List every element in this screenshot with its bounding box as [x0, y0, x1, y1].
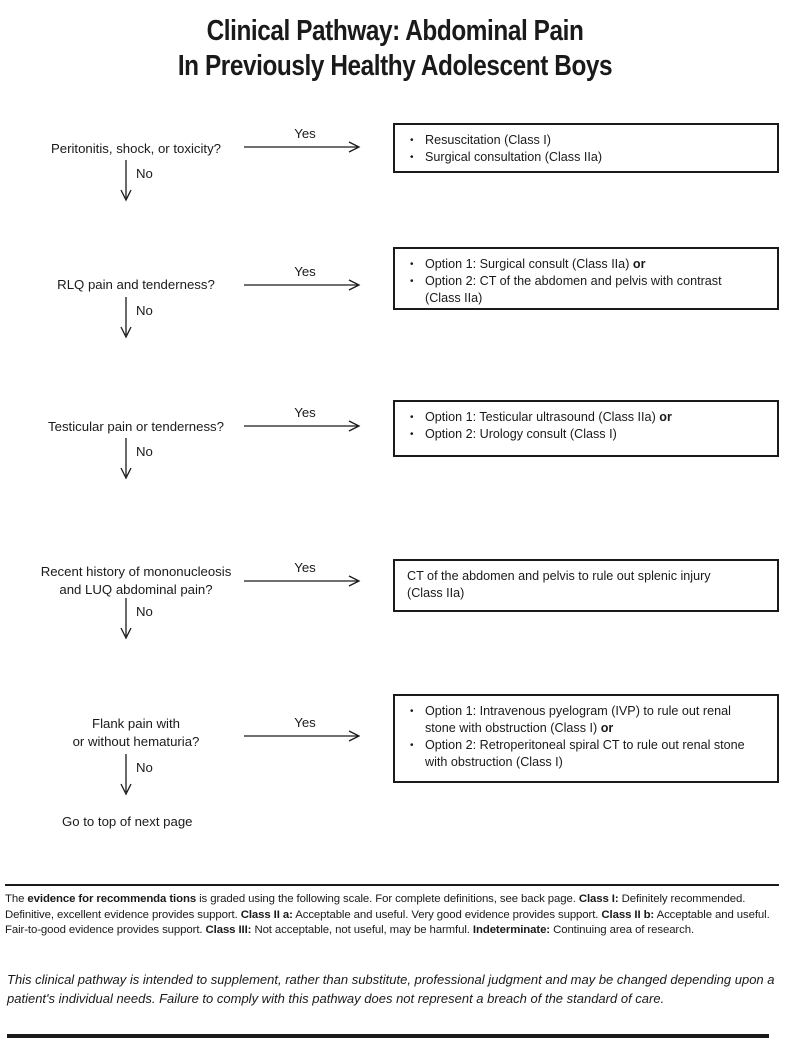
- recommendation-list: [407, 703, 769, 771]
- recommendation-text: CT of the abdomen and pelvis to rule out splenic injury (Class IIa): [407, 569, 711, 600]
- yes-label: Yes: [294, 126, 316, 141]
- page-title-line1: Clinical Pathway: Abdominal Pain: [206, 15, 584, 47]
- recommendation-item: • Option 1: Surgical consult (Class IIa) or: [407, 256, 769, 273]
- yes-arrow-right-icon: [244, 279, 366, 291]
- no-arrow-down-icon: [120, 754, 132, 796]
- recommendation-item: • Option 2: Retroperitoneal spiral CT to rule out renal stone with obstruction (Class I): [407, 737, 769, 771]
- yes-arrow-right-icon: [244, 730, 366, 742]
- no-arrow-down-icon: [120, 438, 132, 480]
- decision-question-rlq: [10, 276, 262, 294]
- page-title: [63, 14, 727, 84]
- goto-next-page-note: Go to top of next page: [62, 814, 193, 829]
- yes-label: Yes: [294, 405, 316, 420]
- recommendation-box-mononucleosis: [393, 559, 779, 612]
- page-title-line2: In Previously Healthy Adolescent Boys: [177, 50, 613, 82]
- question-line: Recent history of mononucleosis: [40, 564, 232, 579]
- recommendation-list: [407, 409, 769, 443]
- recommendation-box-rlq: [393, 247, 779, 310]
- recommendation-item: • Option 2: CT of the abdomen and pelvis with contrast (Class IIa): [407, 273, 769, 307]
- question-line: Testicular pain or tenderness?: [48, 419, 224, 434]
- yes-arrow-right-icon: [244, 420, 366, 432]
- decision-question-peritonitis: [10, 140, 262, 158]
- yes-label: Yes: [294, 560, 316, 575]
- question-line: RLQ pain and tenderness?: [57, 277, 215, 292]
- evidence-scale-footnote: The evidence for recommenda tions is graded using the following scale. For complete definitions, see back page. Class I: Definitely recommended. Definitive, excellent evidence provides support. Class II a: Acceptable and useful. Very good evidence provides support. Class II b: Acceptable and useful. Fair-to-good evidence provides support. Class III: Not acceptable, not useful, may be harmful. Indeterminate: Continuing area of research.: [5, 893, 770, 937]
- yes-label: Yes: [294, 715, 316, 730]
- no-label: No: [136, 303, 153, 318]
- no-arrow-down-icon: [120, 160, 132, 202]
- recommendation-item: • Resuscitation (Class I): [407, 132, 769, 149]
- no-label: No: [136, 444, 153, 459]
- recommendation-box-testicular: [393, 400, 779, 457]
- question-line: Flank pain with: [92, 716, 180, 731]
- yes-label: Yes: [294, 264, 316, 279]
- no-arrow-down-icon: [120, 598, 132, 640]
- decision-question-flank-pain: [10, 715, 262, 750]
- recommendation-item: • Option 1: Intravenous pyelogram (IVP) to rule out renal stone with obstruction (Class I) or: [407, 703, 769, 737]
- disclaimer-text: This clinical pathway is intended to supplement, rather than substitute, professional judgment and may be changed depending upon a patient's individual needs. Failure to comply with this pathway does not represent a breach of the standard of care.: [7, 972, 775, 1006]
- question-line: or without hematuria?: [72, 733, 200, 749]
- decision-question-mononucleosis: [10, 563, 262, 598]
- question-line: and LUQ abdominal pain?: [59, 581, 213, 597]
- recommendation-list: [407, 132, 769, 166]
- no-arrow-down-icon: [120, 297, 132, 339]
- no-label: No: [136, 166, 153, 181]
- recommendation-item: • Surgical consultation (Class IIa): [407, 149, 769, 166]
- question-line: Peritonitis, shock, or toxicity?: [50, 141, 222, 156]
- recommendation-list: [407, 256, 769, 307]
- decision-question-testicular: [10, 418, 262, 436]
- footer-divider-line: [5, 884, 779, 886]
- recommendation-box-peritonitis: [393, 123, 779, 173]
- recommendation-box-flank-pain: [393, 694, 779, 783]
- bottom-rule-bar: [7, 1034, 769, 1038]
- yes-arrow-right-icon: [244, 575, 366, 587]
- recommendation-item: • Option 1: Testicular ultrasound (Class IIa) or: [407, 409, 769, 426]
- no-label: No: [136, 604, 153, 619]
- yes-arrow-right-icon: [244, 141, 366, 153]
- no-label: No: [136, 760, 153, 775]
- recommendation-item: • Option 2: Urology consult (Class I): [407, 426, 769, 443]
